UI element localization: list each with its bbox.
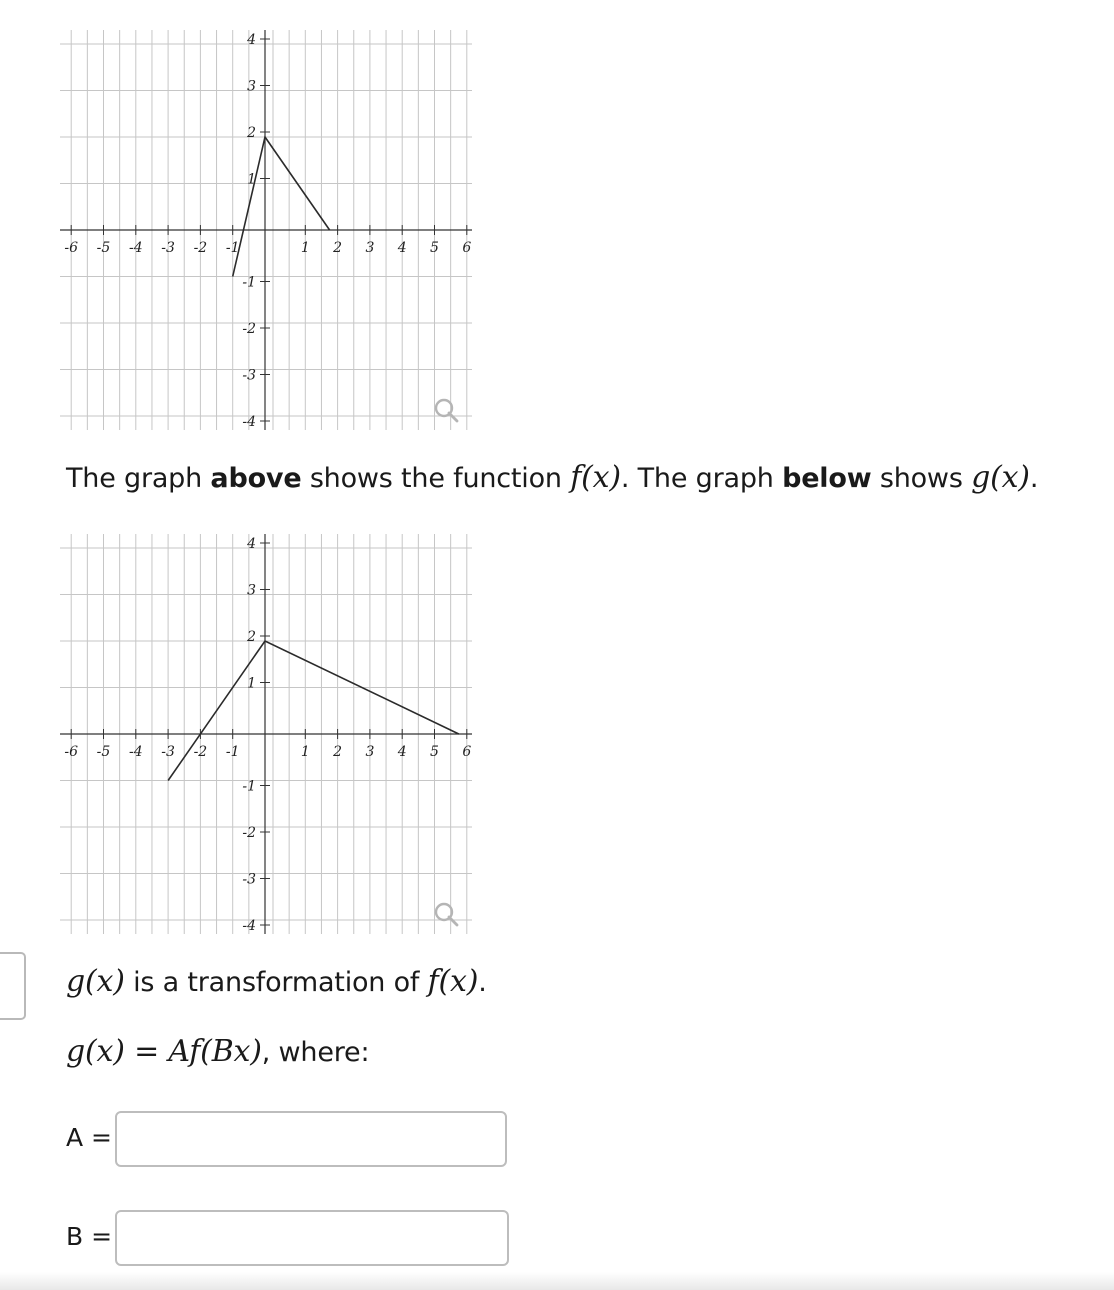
x-tick-label: 2 xyxy=(333,744,343,760)
y-tick-label: 1 xyxy=(247,675,256,692)
y-tick-label: 3 xyxy=(247,582,256,599)
y-tick-label: -4 xyxy=(242,414,256,430)
statement-bold-below: below xyxy=(782,463,872,494)
x-tick-label: -5 xyxy=(96,744,111,760)
math-f-of-x: f(x) xyxy=(570,460,621,495)
graph-g xyxy=(60,534,472,934)
x-tick-label: -5 xyxy=(96,240,111,256)
b-label: B = xyxy=(66,1222,113,1251)
bottom-scroll-shadow xyxy=(0,1272,1114,1290)
x-tick-label: -2 xyxy=(193,744,208,760)
x-tick-label: 6 xyxy=(462,744,472,760)
a-label: A = xyxy=(66,1123,112,1152)
x-tick-label: -6 xyxy=(64,240,79,256)
y-tick-label: -3 xyxy=(242,367,256,384)
x-tick-label: 1 xyxy=(300,240,310,256)
math-g-of-x: g(x) xyxy=(66,964,125,999)
statement-text: . The graph xyxy=(620,463,783,494)
magnifier-icon[interactable] xyxy=(436,400,457,421)
y-tick-label: 2 xyxy=(247,125,256,141)
x-tick-label: -3 xyxy=(161,240,175,256)
x-tick-label: -4 xyxy=(128,744,143,760)
y-tick-label: -3 xyxy=(242,871,256,888)
x-tick-label: -6 xyxy=(64,744,79,760)
function-curve xyxy=(233,137,330,277)
math-equals: = xyxy=(124,1034,169,1069)
statement-transformation xyxy=(66,964,487,999)
b-input[interactable] xyxy=(115,1210,509,1266)
statement-graph-description xyxy=(66,460,1038,495)
math-f-of-x: f(x) xyxy=(427,964,479,999)
y-tick-label: 1 xyxy=(247,171,256,188)
y-tick-label: 3 xyxy=(247,78,256,95)
magnifier-icon[interactable] xyxy=(436,904,457,925)
y-tick-label: -2 xyxy=(242,321,256,337)
y-tick-label: -1 xyxy=(242,274,256,291)
x-tick-label: -1 xyxy=(225,240,240,256)
x-tick-label: -3 xyxy=(161,744,175,760)
statement-text: . xyxy=(1029,463,1039,494)
y-tick-label: 4 xyxy=(247,536,256,552)
statement-text: The graph xyxy=(66,463,211,494)
y-tick-label: -2 xyxy=(242,825,256,841)
x-tick-label: 1 xyxy=(300,744,310,760)
x-tick-label: 4 xyxy=(397,240,407,256)
x-tick-label: 6 xyxy=(462,240,472,256)
graph-svg xyxy=(60,30,472,430)
y-tick-label: 2 xyxy=(247,629,256,645)
statement-formula xyxy=(66,1034,369,1069)
y-tick-label: -4 xyxy=(242,918,256,934)
x-tick-label: -4 xyxy=(128,240,143,256)
x-tick-label: 5 xyxy=(430,240,439,256)
statement-text: shows xyxy=(871,463,972,494)
graph-svg xyxy=(60,534,472,934)
statement-bold-above: above xyxy=(210,463,302,494)
side-panel-tab[interactable] xyxy=(0,952,26,1020)
math-g-of-x: g(x) xyxy=(66,1034,125,1069)
statement-text: is a transformation of xyxy=(124,967,428,998)
x-tick-label: 4 xyxy=(397,744,407,760)
function-curve xyxy=(168,641,459,781)
x-tick-label: -1 xyxy=(225,744,240,760)
x-tick-label: 2 xyxy=(333,240,343,256)
math-af-bx: Af(Bx) xyxy=(168,1034,262,1069)
statement-text: , where: xyxy=(261,1037,370,1068)
y-tick-label: 4 xyxy=(247,32,256,48)
math-g-of-x: g(x) xyxy=(971,460,1030,495)
a-input[interactable] xyxy=(115,1111,507,1167)
y-tick-label: -1 xyxy=(242,778,256,795)
graph-f xyxy=(60,30,472,430)
x-tick-label: 5 xyxy=(430,744,439,760)
statement-text: shows the function xyxy=(301,463,571,494)
x-tick-label: 3 xyxy=(365,744,375,760)
x-tick-label: 3 xyxy=(365,240,375,256)
x-tick-label: -2 xyxy=(193,240,208,256)
statement-text: . xyxy=(478,967,487,998)
